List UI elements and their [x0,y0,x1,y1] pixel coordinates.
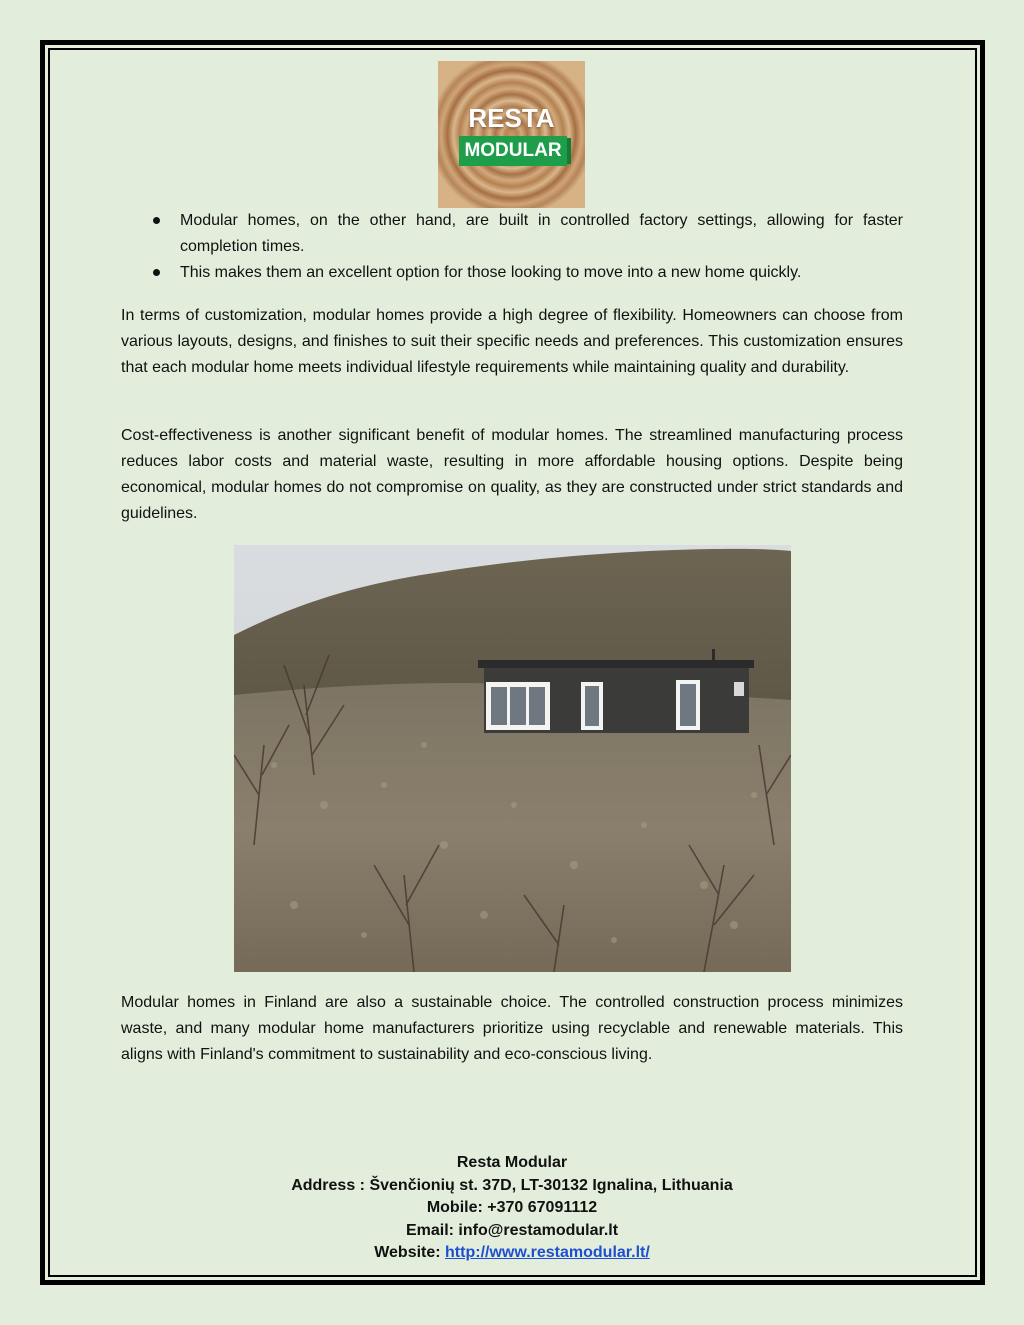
logo-text-band: MODULAR [459,136,567,166]
bullet-list [121,208,903,286]
bullet-item: Modular homes, on the other hand, are built in controlled factory settings, allowing for faster completion times. [180,208,903,260]
company-name: Resta Modular [456,1154,568,1171]
website-link[interactable]: http://www.restamodular.lt/ [445,1244,650,1261]
paragraph-cost: Cost-effectiveness is another significant benefit of modular homes. The streamlined manufacturing process reduces labor costs and material waste, resulting in more affordable housing options. Despite being economical, modular homes do not compromise on quality, as they are constructed under strict standards and guidelines. [121,427,903,522]
logo-text-top: RESTA [468,103,555,133]
modular-home-photo [234,545,791,972]
website-label: Website: [374,1244,446,1261]
document-body [121,208,903,1063]
company-website [121,1242,903,1265]
company-mobile: Mobile: +370 67091112 [426,1199,598,1216]
contact-footer [121,1152,903,1265]
company-email: Email: info@restamodular.lt [405,1221,619,1239]
company-address: Address : Švenčionių st. 37D, LT-30132 Ignalina, Lithuania [291,1176,733,1194]
paragraph-sustainability: Modular homes in Finland are also a sustainable choice. The controlled construction process minimizes waste, and many modular home manufacturers prioritize using recyclable and renewable materials. This aligns with Finland's commitment to sustainability and eco-conscious living. [121,994,903,1063]
bullet-item: This makes them an excellent option for those looking to move into a new home quickly. [180,260,903,286]
resta-modular-logo [438,61,585,208]
paragraph-customization: In terms of customization, modular homes provide a high degree of flexibility. Homeowners can choose from various layouts, designs, and finishes to suit their specific needs and preferences. This customization ensures that each modular home meets individual lifestyle requirements while maintaining quality and durability. [121,307,903,376]
